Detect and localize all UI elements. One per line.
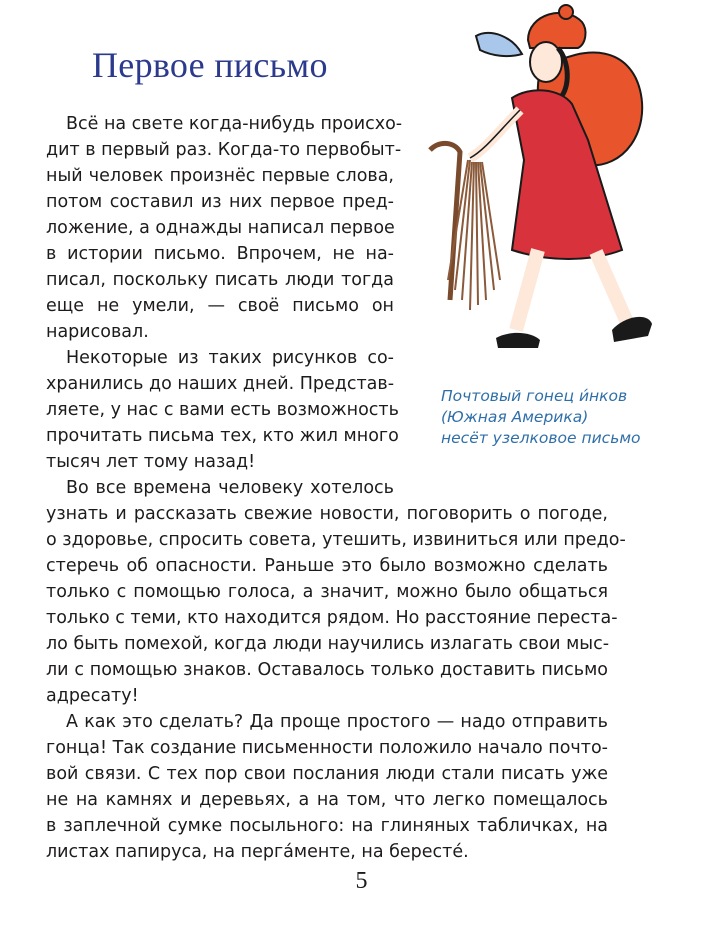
text-line: адресату! — [46, 686, 139, 706]
head — [530, 42, 562, 82]
text-line: в заплечной сумке посыльного: на глиняных табличках, на — [46, 816, 608, 836]
text-line: Во все времена человеку хотелось — [66, 478, 394, 498]
text-line: еще не умели, — своё письмо он — [46, 296, 394, 316]
text-line: вой связи. С тех пор свои послания люди стали писать уже — [46, 764, 608, 784]
text-line: ный человек произнёс первые слова, — [46, 166, 394, 186]
legs — [516, 250, 626, 330]
text-line: гонца! Так создание письменности положило начало почто- — [46, 738, 608, 758]
text-line: листах папируса, на пергáменте, на бересте́. — [46, 842, 469, 862]
text-line: только с теми, кто находится рядом. Но расстояние переста- — [46, 608, 618, 628]
text-line: дит в первый раз. Когда-то первобыт- — [46, 140, 402, 160]
text-line: в истории письмо. Впрочем, не на- — [46, 244, 394, 264]
text-line: нарисовал. — [46, 322, 149, 342]
illustration-caption — [441, 386, 671, 449]
page-title: Первое письмо — [92, 45, 328, 85]
conch-shell — [476, 33, 522, 56]
text-line: только с помощью голоса, а значит, можно было общаться — [46, 582, 608, 602]
caption-line: несёт узелковое письмо — [441, 429, 641, 447]
inca-messenger-illustration — [400, 0, 700, 370]
sandal-right — [612, 317, 652, 342]
caption-line: Почтовый гонец и́нков — [441, 387, 628, 405]
text-line: Всё на свете когда-нибудь происхо- — [66, 114, 403, 134]
text-line: Некоторые из таких рисунков со- — [66, 348, 394, 368]
text-line: А как это сделать? Да проще простого — надо отправить — [66, 712, 608, 732]
text-line: потом составил из них первое пред- — [46, 192, 394, 212]
caption-line: (Южная Америка) — [441, 408, 589, 426]
text-line: тысяч лет тому назад! — [46, 452, 256, 472]
hat-pompom — [559, 5, 573, 19]
text-line: ло быть помехой, когда люди научились излагать свои мыс- — [46, 634, 610, 654]
text-line: писал, поскольку писать люди тогда — [46, 270, 394, 290]
text-line: хранились до наших дней. Представ- — [46, 374, 395, 394]
text-line: узнать и рассказать свежие новости, поговорить о погоде, — [46, 504, 608, 524]
staff — [430, 143, 460, 300]
text-line: не на камнях и деревьях, а на том, что легко помещалось — [46, 790, 608, 810]
text-line: стеречь об опасности. Раньше это было возможно сделать — [46, 556, 608, 576]
text-line: ли с помощью знаков. Оставалось только доставить письмо — [46, 660, 608, 680]
sandal-left — [496, 333, 540, 348]
page-number: 5 — [355, 868, 368, 894]
text-line: прочитать письма тех, кто жил много — [46, 426, 399, 446]
text-line: ложение, а однажды написал первое — [46, 218, 395, 238]
hat — [528, 13, 585, 48]
text-line: ляете, у нас с вами есть возможность — [46, 400, 399, 420]
text-line: о здоровье, спросить совета, утешить, извиниться или предо- — [46, 530, 626, 550]
